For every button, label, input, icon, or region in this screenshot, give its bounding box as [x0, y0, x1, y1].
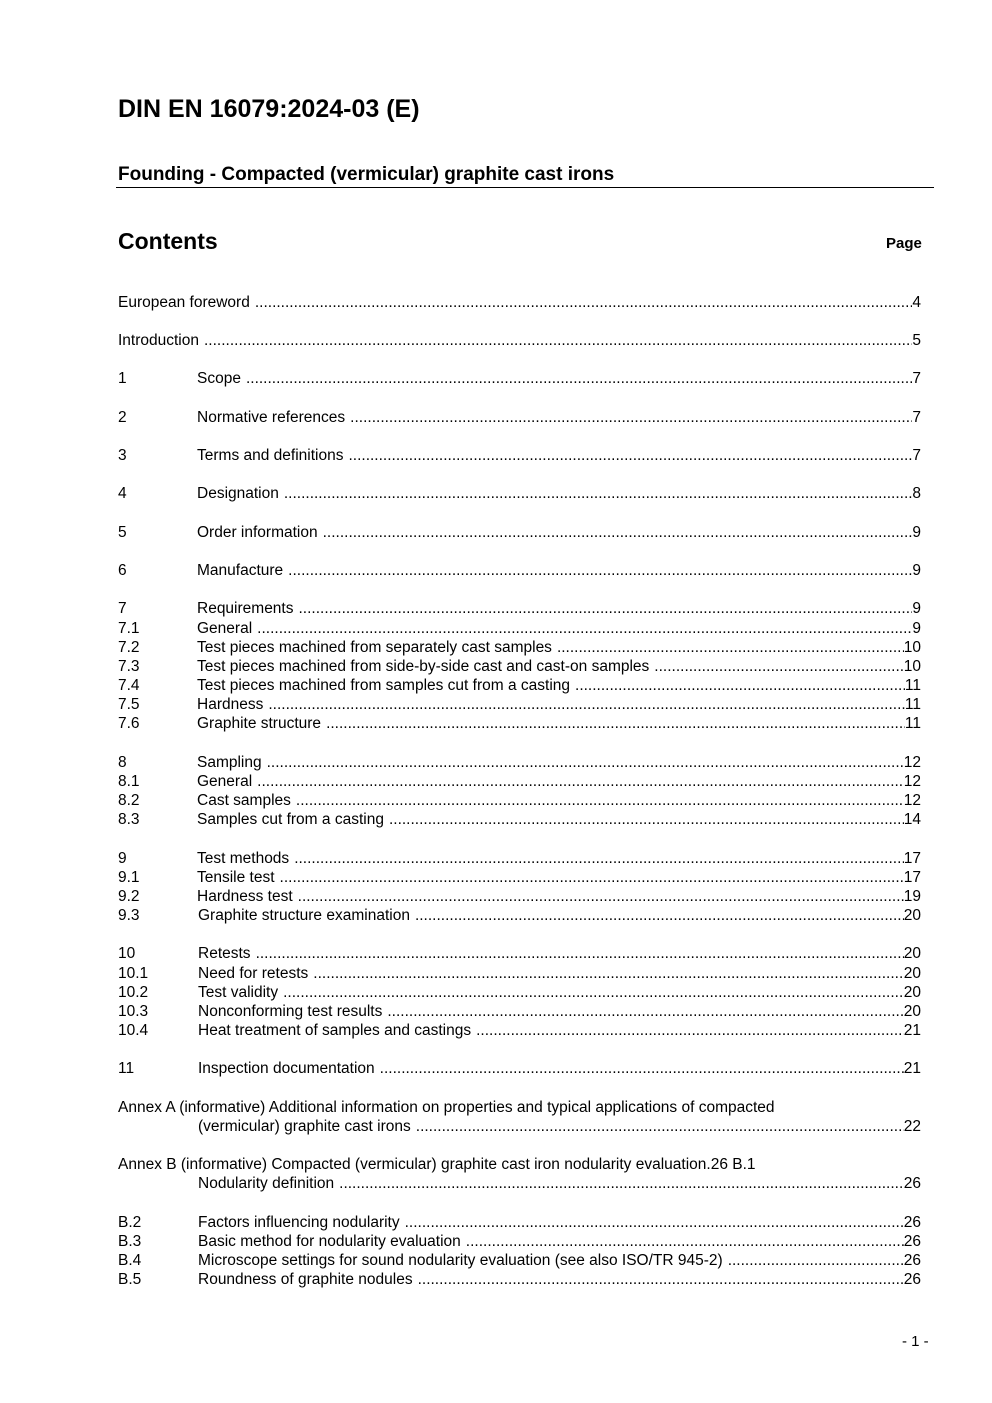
toc-leader-dots [294, 849, 904, 868]
toc-entry[interactable] [118, 1002, 921, 1021]
toc-entry-label: Nodularity definition [198, 1175, 335, 1192]
toc-entry-label: Test pieces machined from side-by-side cast and cast-on samples [197, 658, 650, 675]
toc-entry-label: Nonconforming test results [198, 1003, 383, 1020]
toc-entry-annex-b-continued[interactable] [118, 1174, 921, 1193]
toc-entry-number: B.2 [118, 1214, 142, 1231]
toc-entry-label: Annex A (informative) Additional information on properties and typical applications of compacted [118, 1099, 775, 1116]
toc-entry-label: (vermicular) graphite cast irons [198, 1118, 411, 1135]
document-subtitle: Founding - Compacted (vermicular) graphite cast irons [118, 164, 615, 185]
toc-entry-page: 5 [912, 332, 921, 349]
toc-entry-label: Samples cut from a casting [197, 811, 384, 828]
toc-entry-label: Annex B (informative) Compacted (vermicular) graphite cast iron nodularity evaluation.26 B.1 [118, 1156, 756, 1173]
toc-leader-dots [246, 369, 912, 388]
toc-entry-number: 7.5 [118, 696, 140, 713]
toc-entry-page: 12 [903, 792, 921, 809]
toc-entry[interactable] [118, 906, 921, 925]
toc-leader-dots [268, 695, 905, 714]
toc-leader-dots [283, 983, 904, 1002]
toc-entry-annex-a-continued[interactable] [118, 1117, 921, 1136]
page-column-heading: Page [886, 235, 922, 252]
toc-entry-label: Requirements [197, 600, 294, 617]
toc-entry-page: 11 [904, 677, 921, 694]
toc-entry-annex-b[interactable] [118, 1155, 921, 1174]
toc-entry[interactable] [118, 657, 921, 676]
toc-entry-label: Factors influencing nodularity [198, 1214, 400, 1231]
toc-entry-label: Basic method for nodularity evaluation [198, 1233, 461, 1250]
toc-entry-label: Test pieces machined from samples cut from a casting [197, 677, 571, 694]
toc-entry-page: 19 [903, 888, 921, 905]
contents-heading: Contents [118, 228, 218, 254]
toc-entry-number: 10.2 [118, 984, 149, 1001]
toc-leader-dots [257, 619, 912, 638]
toc-entry[interactable] [118, 446, 921, 465]
toc-entry-number: 4 [118, 485, 127, 502]
toc-leader-dots [255, 293, 913, 312]
toc-entry[interactable] [118, 714, 921, 733]
toc-leader-dots [405, 1213, 904, 1232]
toc-leader-dots [257, 772, 904, 791]
toc-entry[interactable] [118, 944, 921, 963]
toc-entry-page: 26 [903, 1175, 921, 1192]
toc-entry[interactable] [118, 561, 921, 580]
toc-entry-label: Hardness [197, 696, 264, 713]
toc-leader-dots [728, 1251, 904, 1270]
toc-entry-label: Sampling [197, 754, 262, 771]
toc-entry-page: 9 [912, 524, 921, 541]
toc-leader-dots [299, 599, 913, 618]
toc-leader-dots [654, 657, 903, 676]
toc-entry[interactable] [118, 1251, 921, 1270]
toc-leader-dots [284, 484, 913, 503]
toc-entry-number: 7.2 [118, 639, 140, 656]
toc-entry-label: Introduction [118, 332, 199, 349]
toc-entry[interactable] [118, 868, 921, 887]
toc-entry[interactable] [118, 810, 921, 829]
toc-leader-dots [387, 1002, 903, 1021]
toc-leader-dots [323, 523, 913, 542]
toc-entry-page: 10 [903, 639, 921, 656]
toc-entry-label: General [197, 773, 253, 790]
toc-entry-page: 7 [912, 447, 921, 464]
toc-leader-dots [296, 791, 904, 810]
toc-entry-number: 10 [118, 945, 136, 962]
toc-entry-number: 7.3 [118, 658, 140, 675]
toc-entry-label: Microscope settings for sound nodularity evaluation (see also ISO/TR 945-2) [198, 1252, 723, 1269]
toc-entry-page: 20 [903, 907, 921, 924]
toc-entry-page: 9 [912, 562, 921, 579]
toc-leader-dots [339, 1174, 904, 1193]
toc-entry-page: 11 [904, 715, 921, 732]
toc-entry-number: 10.3 [118, 1003, 149, 1020]
toc-entry-number: B.5 [118, 1271, 142, 1288]
toc-entry-page: 10 [903, 658, 921, 675]
toc-leader-dots [380, 1059, 904, 1078]
toc-entry-number: 8.2 [118, 792, 140, 809]
toc-entry-page: 8 [912, 485, 921, 502]
toc-entry-label: Roundness of graphite nodules [198, 1271, 413, 1288]
toc-entry[interactable] [118, 1270, 921, 1289]
toc-entry-label: Designation [197, 485, 279, 502]
toc-entry-number: 9.1 [118, 869, 140, 886]
toc-entry-number: 8 [118, 754, 127, 771]
toc-leader-dots [288, 561, 912, 580]
toc-entry[interactable] [118, 331, 921, 350]
toc-entry-label: Cast samples [197, 792, 291, 809]
page-number: - 1 - [902, 1333, 929, 1350]
toc-entry-page: 17 [903, 850, 921, 867]
toc-entry-page: 7 [912, 409, 921, 426]
toc-entry-label: Order information [197, 524, 318, 541]
toc-entry-label: Tensile test [197, 869, 275, 886]
toc-entry-number: 1 [118, 370, 127, 387]
toc-entry[interactable] [118, 1213, 921, 1232]
toc-entry-page: 20 [903, 1003, 921, 1020]
toc-entry-label: Heat treatment of samples and castings [198, 1022, 472, 1039]
toc-entry-label: Terms and definitions [197, 447, 344, 464]
toc-entry[interactable] [118, 619, 921, 638]
toc-entry-label: Retests [198, 945, 251, 962]
toc-leader-dots [204, 331, 912, 350]
toc-leader-dots [256, 944, 904, 963]
toc-entry-page: 26 [903, 1214, 921, 1231]
toc-entry-number: 7 [118, 600, 127, 617]
toc-entry-label: Graphite structure examination [198, 907, 410, 924]
toc-entry-number: 7.6 [118, 715, 140, 732]
toc-entry-annex-a[interactable] [118, 1098, 921, 1117]
toc-entry-page: 4 [912, 294, 921, 311]
toc-entry-page: 21 [903, 1060, 921, 1077]
toc-entry[interactable] [118, 523, 921, 542]
toc-entry-page: 26 [903, 1271, 921, 1288]
toc-entry-label: Inspection documentation [198, 1060, 375, 1077]
toc-entry-number: B.3 [118, 1233, 142, 1250]
toc-entry-label: Graphite structure [197, 715, 322, 732]
toc-entry[interactable] [118, 887, 921, 906]
toc-entry-page: 26 [903, 1252, 921, 1269]
toc-entry[interactable] [118, 753, 921, 772]
toc-entry-page: 20 [903, 965, 921, 982]
toc-entry-page: 12 [903, 773, 921, 790]
toc-entry-number: 8.1 [118, 773, 140, 790]
toc-entry-number: 6 [118, 562, 127, 579]
toc-entry-number: 7.4 [118, 677, 140, 694]
toc-leader-dots [575, 676, 905, 695]
toc-entry-page: 26 [903, 1233, 921, 1250]
toc-leader-dots [280, 868, 904, 887]
toc-leader-dots [557, 638, 904, 657]
toc-entry-number: 3 [118, 447, 127, 464]
toc-entry-label: Scope [197, 370, 241, 387]
toc-entry-label: Test methods [197, 850, 290, 867]
toc-entry[interactable] [118, 1232, 921, 1251]
toc-entry-page: 14 [903, 811, 921, 828]
toc-entry[interactable] [118, 599, 921, 618]
header-rule [116, 187, 934, 188]
toc-entry-page: 20 [903, 945, 921, 962]
toc-entry-number: 5 [118, 524, 127, 541]
toc-entry[interactable] [118, 964, 921, 983]
toc-leader-dots [466, 1232, 904, 1251]
toc-entry-label: Manufacture [197, 562, 284, 579]
toc-entry-label: Need for retests [198, 965, 309, 982]
toc-entry[interactable] [118, 791, 921, 810]
toc-entry[interactable] [118, 408, 921, 427]
toc-entry-page: 20 [903, 984, 921, 1001]
toc-entry-page: 21 [903, 1022, 921, 1039]
toc-entry[interactable] [118, 484, 921, 503]
toc-entry[interactable] [118, 1059, 921, 1078]
toc-leader-dots [389, 810, 904, 829]
toc-entry-label: Normative references [197, 409, 346, 426]
toc-entry[interactable] [118, 1021, 921, 1040]
toc-entry-page: 12 [903, 754, 921, 771]
toc-leader-dots [326, 714, 905, 733]
toc-entry[interactable] [118, 369, 921, 388]
toc-entry[interactable] [118, 849, 921, 868]
toc-leader-dots [298, 887, 904, 906]
toc-entry[interactable] [118, 772, 921, 791]
toc-entry-page: 17 [903, 869, 921, 886]
toc-entry-page: 9 [912, 600, 921, 617]
toc-leader-dots [267, 753, 904, 772]
toc-leader-dots [348, 446, 912, 465]
toc-entry-number: 2 [118, 409, 127, 426]
document-title: DIN EN 16079:2024-03 (E) [118, 95, 420, 123]
toc-leader-dots [350, 408, 912, 427]
toc-leader-dots [415, 906, 904, 925]
toc-entry-label: Test validity [198, 984, 279, 1001]
toc-entry-number: 8.3 [118, 811, 140, 828]
toc-leader-dots [418, 1270, 904, 1289]
toc-entry-page: 9 [912, 620, 921, 637]
toc-entry-number: 7.1 [118, 620, 140, 637]
toc-leader-dots [476, 1021, 904, 1040]
toc-entry-number: 11 [118, 1060, 135, 1077]
toc-leader-dots [416, 1117, 904, 1136]
toc-entry[interactable] [118, 695, 921, 714]
toc-entry-number: 9.3 [118, 907, 140, 924]
toc-entry-number: 9.2 [118, 888, 140, 905]
toc-entry-number: B.4 [118, 1252, 142, 1269]
toc-entry[interactable] [118, 676, 921, 695]
toc-entry-label: General [197, 620, 253, 637]
toc-entry-label: European foreword [118, 294, 250, 311]
toc-entry-page: 7 [912, 370, 921, 387]
toc-entry[interactable] [118, 293, 921, 312]
toc-entry-number: 10.4 [118, 1022, 149, 1039]
toc-leader-dots [313, 964, 903, 983]
toc-entry-page: 22 [903, 1118, 921, 1135]
toc-entry-number: 9 [118, 850, 127, 867]
toc-entry[interactable] [118, 638, 921, 657]
toc-entry[interactable] [118, 983, 921, 1002]
toc-entry-page: 11 [904, 696, 921, 713]
toc-entry-label: Test pieces machined from separately cast samples [197, 639, 552, 656]
toc-entry-label: Hardness test [197, 888, 293, 905]
toc-entry-number: 10.1 [118, 965, 149, 982]
